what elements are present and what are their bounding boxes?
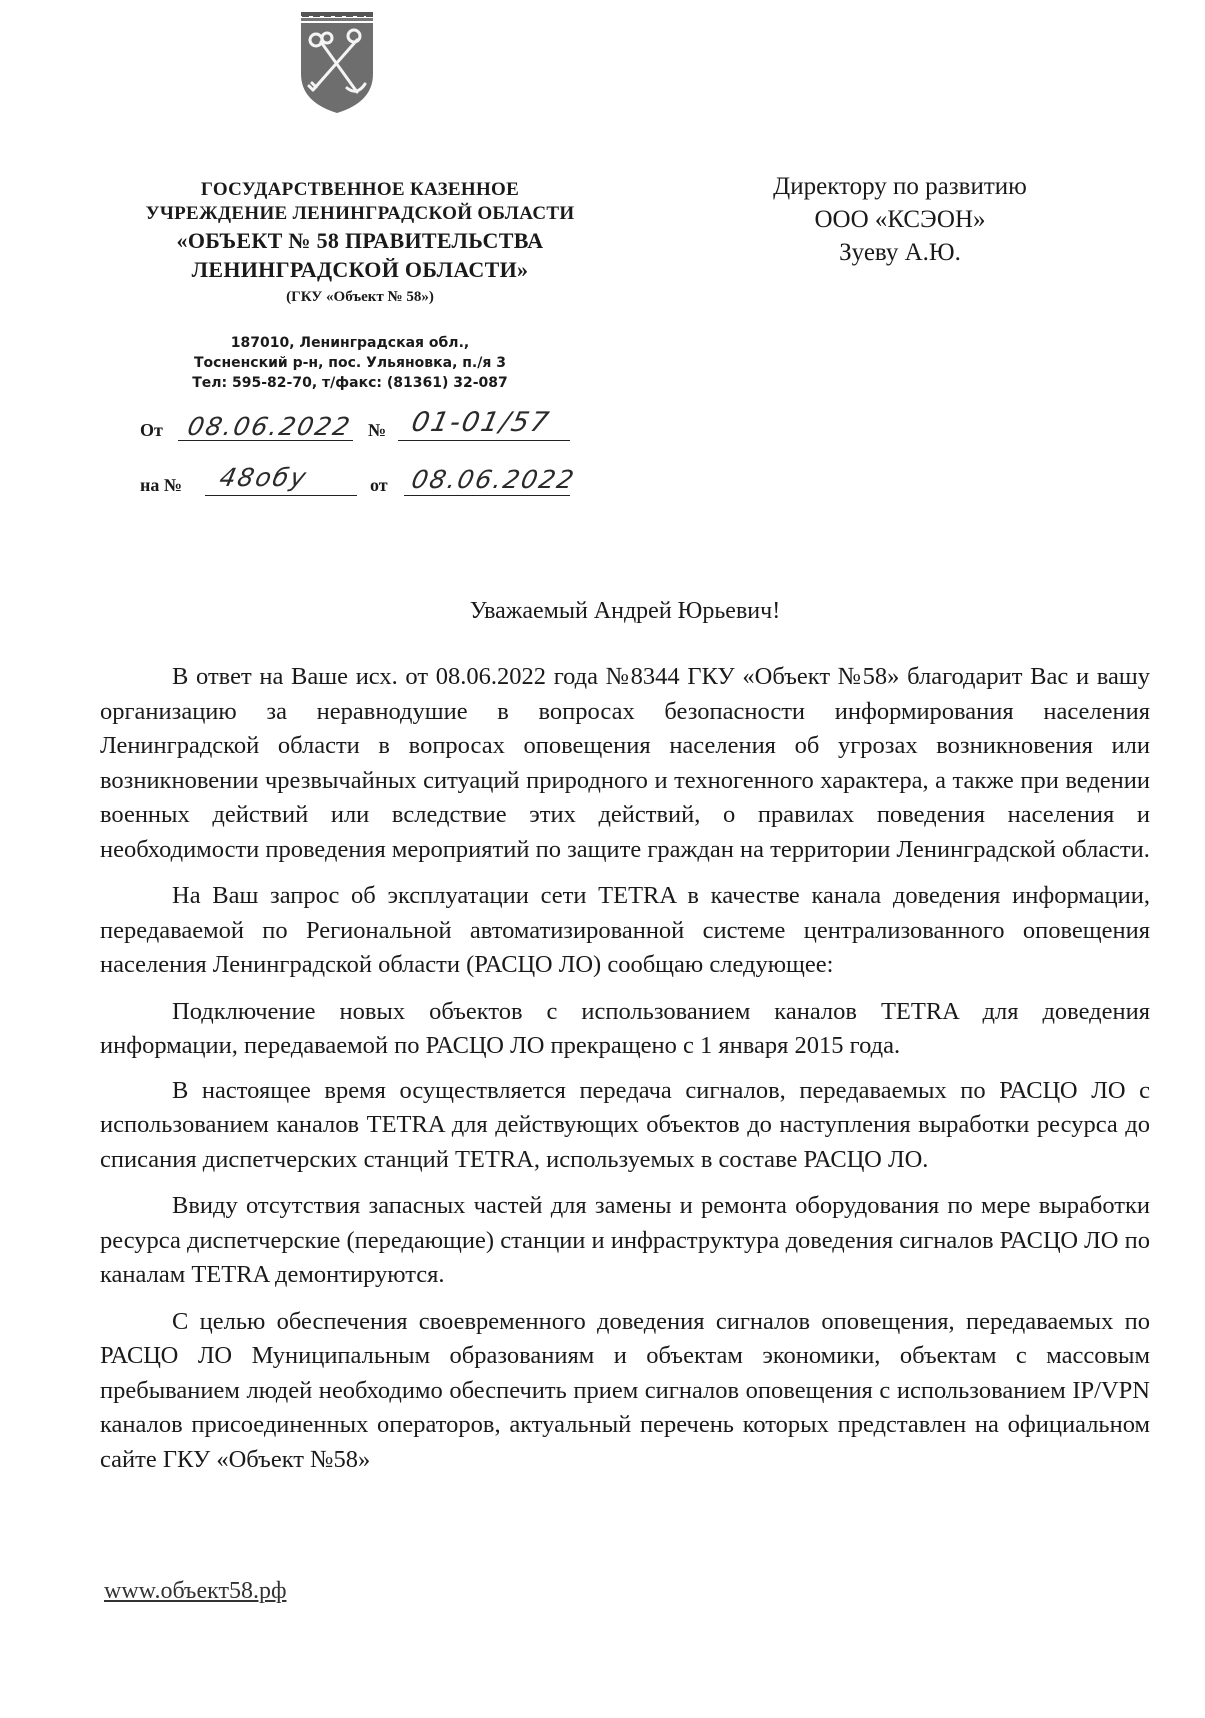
sender-org-line2: УЧРЕЖДЕНИЕ ЛЕНИНГРАДСКОЙ ОБЛАСТИ [145,203,575,224]
paragraph-1: В ответ на Ваше исх. от 08.06.2022 года №8344 ГКУ «Объект №58» благодарит Вас и вашу организацию за неравнодушие в вопросах безопасности информирования населения Ленинградской области в вопросах оповещения населения об угрозах возникновения или возникновении чрезвычайных ситуаций природного и техногенного характера, а также при ведении военных действий или вследствие этих действий, о правилах поведения населения и необходимости проведения мероприятий по защите граждан на территории Ленинградской области. [100,663,1150,863]
ref-from-label: от [370,475,388,495]
ref-date-line [404,495,570,496]
recipient-line3: Зуеву А.Ю. [839,239,961,266]
sender-org-line4: ЛЕНИНГРАДСКОЙ ОБЛАСТИ» [191,257,529,282]
recipient-block [700,170,1100,269]
recipient-line1: Директору по развитию [773,173,1027,200]
salutation: Уважаемый Андрей Юрьевич! [469,598,781,624]
recipient-line2: ООО «КСЭОН» [814,206,986,233]
sender-org-line1: ГОСУДАРСТВЕННОЕ КАЗЕННОЕ [200,179,520,200]
ref-number-label: на № [140,475,182,495]
ref-number-handwritten: 48обу [216,463,311,492]
sender-address-line1: 187010, Ленинградская обл., [230,335,470,351]
sender-abbreviation: (ГКУ «Объект № 58») [286,289,434,305]
from-label: От [140,420,163,440]
paragraph-4: В настоящее время осуществляется передача сигналов, передаваемых по РАСЦО ЛО с использованием каналов TETRA для действующих объектов до наступления выработки ресурса до списания диспетчерских станций TETRA, используемых в составе РАСЦО ЛО. [100,1076,1150,1173]
paragraph-5: Ввиду отсутствия запасных частей для замены и ремонта оборудования по мере выработки ресурса диспетчерские (передающие) станции и инфраструктура доведения сигналов РАСЦО ЛО по каналам TETRA демонтируются. [100,1192,1150,1288]
paragraph-6: С целью обеспечения своевременного доведения сигналов оповещения, передаваемых по РАСЦО ЛО Муниципальным образованиям и объектам экономики, объектам с массовым пребыванием людей необходимо обеспечить прием сигналов оповещения с использованием IP/VPN каналов присоединенных операторов, актуальный перечень которых представлен на официальном сайте ГКУ «Объект №58» [100,1307,1150,1473]
sender-org-line3: «ОБЪЕКТ № 58 ПРАВИТЕЛЬСТВА [176,228,544,253]
ref-number-line [205,495,357,496]
from-date-handwritten: 08.06.2022 [184,412,355,441]
sender-address-line3: Тел: 595-82-70, т/факс: (81361) 32-087 [192,375,508,391]
number-label: № [368,420,387,440]
sender-address [150,333,550,393]
out-number-line [398,440,570,441]
ref-date-handwritten: 08.06.2022 [408,465,579,494]
out-number-handwritten: 01-01/57 [408,407,554,438]
sender-block [100,178,620,308]
paragraph-3: Подключение новых объектов с использованием каналов TETRA для доведения информации, передаваемой по РАСЦО ЛО прекращено с 1 января 2015 года. [100,997,1150,1059]
sender-address-line2: Тосненский р-н, пос. Ульяновка, п./я 3 [194,355,506,371]
letter-body [100,660,1150,1489]
website-link[interactable]: www.объект58.рф [104,1578,287,1604]
coat-of-arms-icon [299,12,375,114]
paragraph-2: На Ваш запрос об эксплуатации сети TETRA в качестве канала доведения информации, передаваемой по Региональной автоматизированной системе централизованного оповещения населения Ленинградской области (РАСЦО ЛО) сообщаю следующее: [100,882,1150,978]
